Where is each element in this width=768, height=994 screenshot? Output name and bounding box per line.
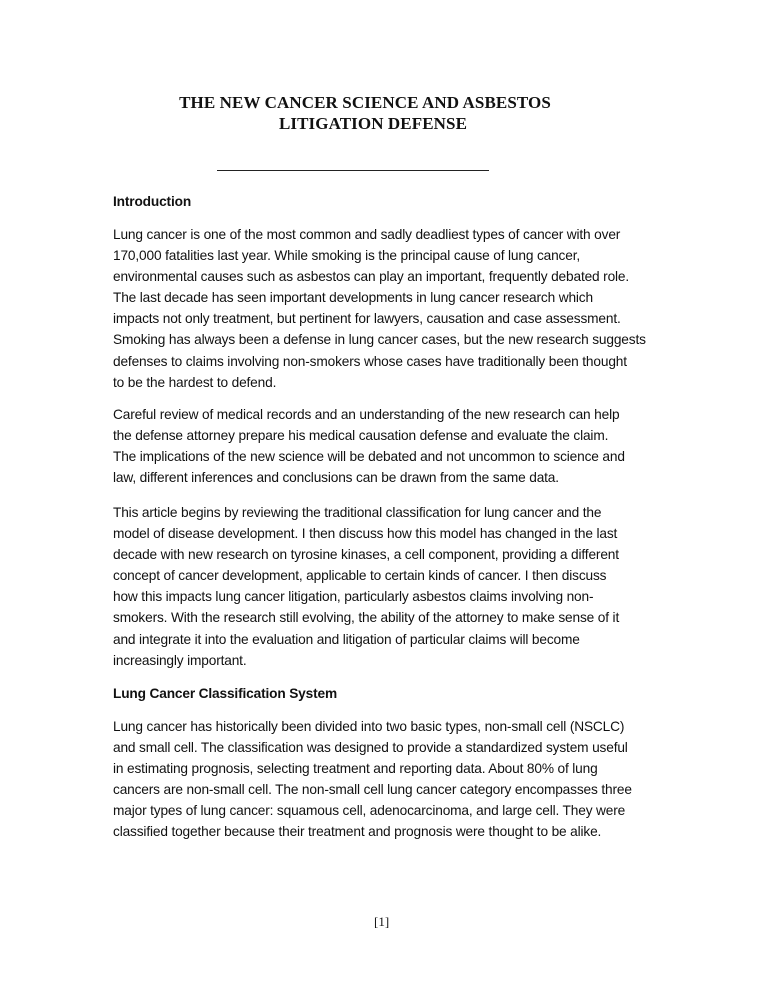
text-line: concept of cancer development, applicable to certain kinds of cancer. I then discuss: [113, 568, 607, 584]
text-line: defenses to claims involving non-smokers whose cases have traditionally been thought: [113, 353, 627, 369]
text-line: decade with new research on tyrosine kinases, a cell component, providing a different: [113, 547, 619, 563]
text-line: in estimating prognosis, selecting treatment and reporting data. About 80% of lung: [113, 761, 598, 777]
section-heading-introduction: Introduction: [113, 194, 192, 209]
classification-paragraph-1: [113, 716, 663, 843]
text-line: cancers are non-small cell. The non-small cell lung cancer category encompasses three: [113, 782, 632, 798]
document-title-line-2: LITIGATION DEFENSE: [278, 114, 468, 133]
introduction-paragraph-1: [113, 224, 663, 393]
text-line: The implications of the new science will be debated and not uncommon to science and: [113, 449, 625, 465]
text-line: Careful review of medical records and an understanding of the new research can help: [113, 407, 620, 422]
text-line: increasingly important.: [113, 652, 247, 668]
text-line: The last decade has seen important developments in lung cancer research which: [113, 290, 593, 306]
text-line: Lung cancer has historically been divided into two basic types, non-small cell (NSCLC): [113, 719, 625, 734]
text-line: environmental causes such as asbestos can play an important, frequently debated role.: [113, 269, 630, 285]
text-line: Smoking has always been a defense in lung cancer cases, but the new research suggests: [113, 332, 646, 348]
text-line: the defense attorney prepare his medical causation defense and evaluate the claim.: [113, 428, 609, 444]
title-separator-rule: [217, 170, 489, 171]
text-line: model of disease development. I then discuss how this model has changed in the last: [113, 526, 618, 542]
text-line: classified together because their treatment and prognosis were thought to be alike.: [113, 824, 602, 840]
text-line: impacts not only treatment, but pertinent for lawyers, causation and case assessment.: [113, 311, 621, 327]
text-line: to be the hardest to defend.: [113, 374, 277, 390]
section-heading-classification: Lung Cancer Classification System: [113, 686, 338, 701]
document-title-line-1: THE NEW CANCER SCIENCE AND ASBESTOS: [179, 93, 551, 112]
text-line: law, different inferences and conclusions can be drawn from the same data.: [113, 470, 559, 486]
text-line: how this impacts lung cancer litigation, particularly asbestos claims involving non-: [113, 589, 594, 605]
text-line: and integrate it into the evaluation and litigation of particular claims will become: [113, 631, 580, 647]
text-line: and small cell. The classification was designed to provide a standardized system useful: [113, 740, 628, 756]
text-line: Lung cancer is one of the most common and sadly deadliest types of cancer with over: [113, 227, 621, 242]
text-line: This article begins by reviewing the traditional classification for lung cancer and the: [113, 505, 602, 520]
text-line: smokers. With the research still evolving, the ability of the attorney to make sense of it: [113, 610, 620, 626]
page-number: [1]: [374, 914, 390, 929]
introduction-paragraph-3: [113, 502, 663, 671]
text-line: major types of lung cancer: squamous cell, adenocarcinoma, and large cell. They were: [113, 803, 626, 819]
introduction-paragraph-2: [113, 404, 663, 488]
text-line: 170,000 fatalities last year. While smoking is the principal cause of lung cancer,: [113, 248, 581, 264]
